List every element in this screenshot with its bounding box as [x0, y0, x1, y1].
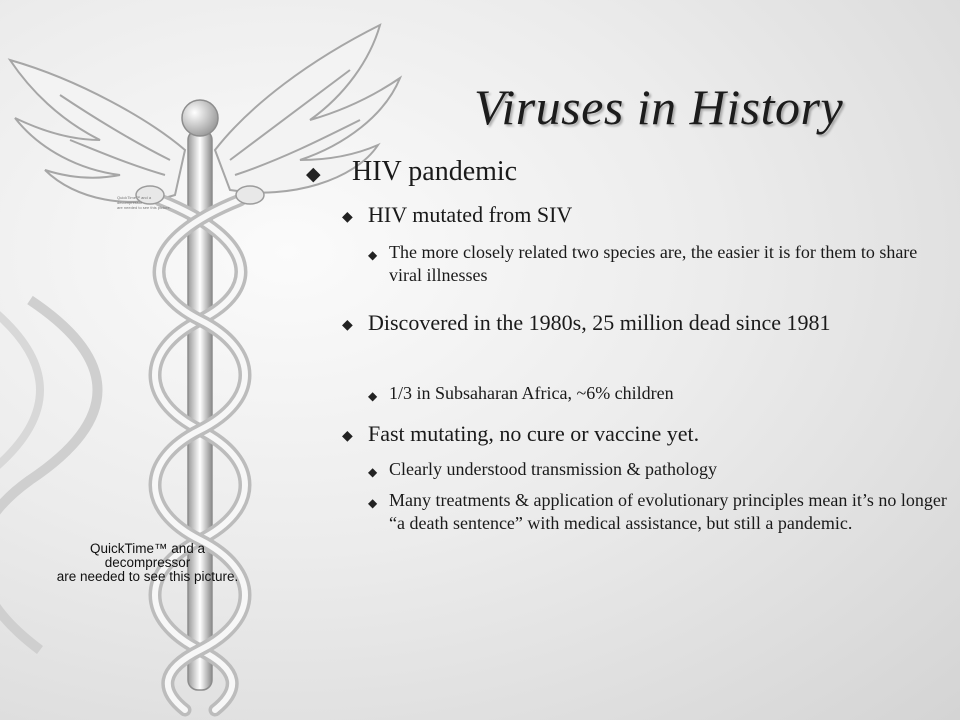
diamond-bullet-icon: ◆	[342, 429, 353, 444]
placeholder-line: decompressor	[104, 555, 191, 570]
bullet-text: HIV mutated from SIV	[368, 202, 573, 227]
diamond-bullet-icon: ◆	[368, 465, 378, 479]
bullet-text: The more closely related two species are, the easier it is for them to share viral illnesses	[389, 242, 918, 285]
bullet-item	[342, 421, 938, 447]
small-placeholder-text: decompressor	[117, 200, 143, 205]
small-placeholder-text: are needed to see this picture.	[117, 205, 171, 210]
bullet-item	[368, 489, 949, 535]
diamond-bullet-icon: ◆	[306, 164, 321, 185]
bullet-item	[368, 382, 949, 405]
bullet-text: HIV pandemic	[352, 156, 518, 187]
diamond-bullet-icon: ◆	[342, 210, 353, 225]
bullet-text: Clearly understood transmission & pathology	[389, 459, 717, 479]
bullet-item	[306, 156, 518, 187]
bullet-item	[368, 458, 949, 481]
small-placeholder-text: QuickTime™ and a	[117, 195, 152, 200]
diamond-bullet-icon: ◆	[368, 248, 378, 262]
placeholder-line: QuickTime™ and a	[89, 541, 206, 556]
bullet-item	[342, 310, 938, 336]
bullet-text: Discovered in the 1980s, 25 million dead since 1981	[368, 310, 831, 335]
bullet-item	[342, 202, 938, 228]
diamond-bullet-icon: ◆	[342, 318, 353, 333]
image-placeholder-small	[117, 195, 177, 210]
image-placeholder	[55, 542, 240, 584]
slide-title: Viruses in History	[474, 79, 844, 135]
placeholder-line: are needed to see this picture.	[56, 569, 239, 584]
bullet-item	[368, 241, 949, 287]
bullet-text: Fast mutating, no cure or vaccine yet.	[368, 421, 700, 446]
bullet-text: Many treatments & application of evolutionary principles mean it’s no longer “a death sentence” with medical assistance, but still a pandemic.	[389, 490, 947, 533]
diamond-bullet-icon: ◆	[368, 389, 378, 403]
diamond-bullet-icon: ◆	[368, 496, 378, 510]
bullet-text: 1/3 in Subsaharan Africa, ~6% children	[389, 383, 674, 403]
